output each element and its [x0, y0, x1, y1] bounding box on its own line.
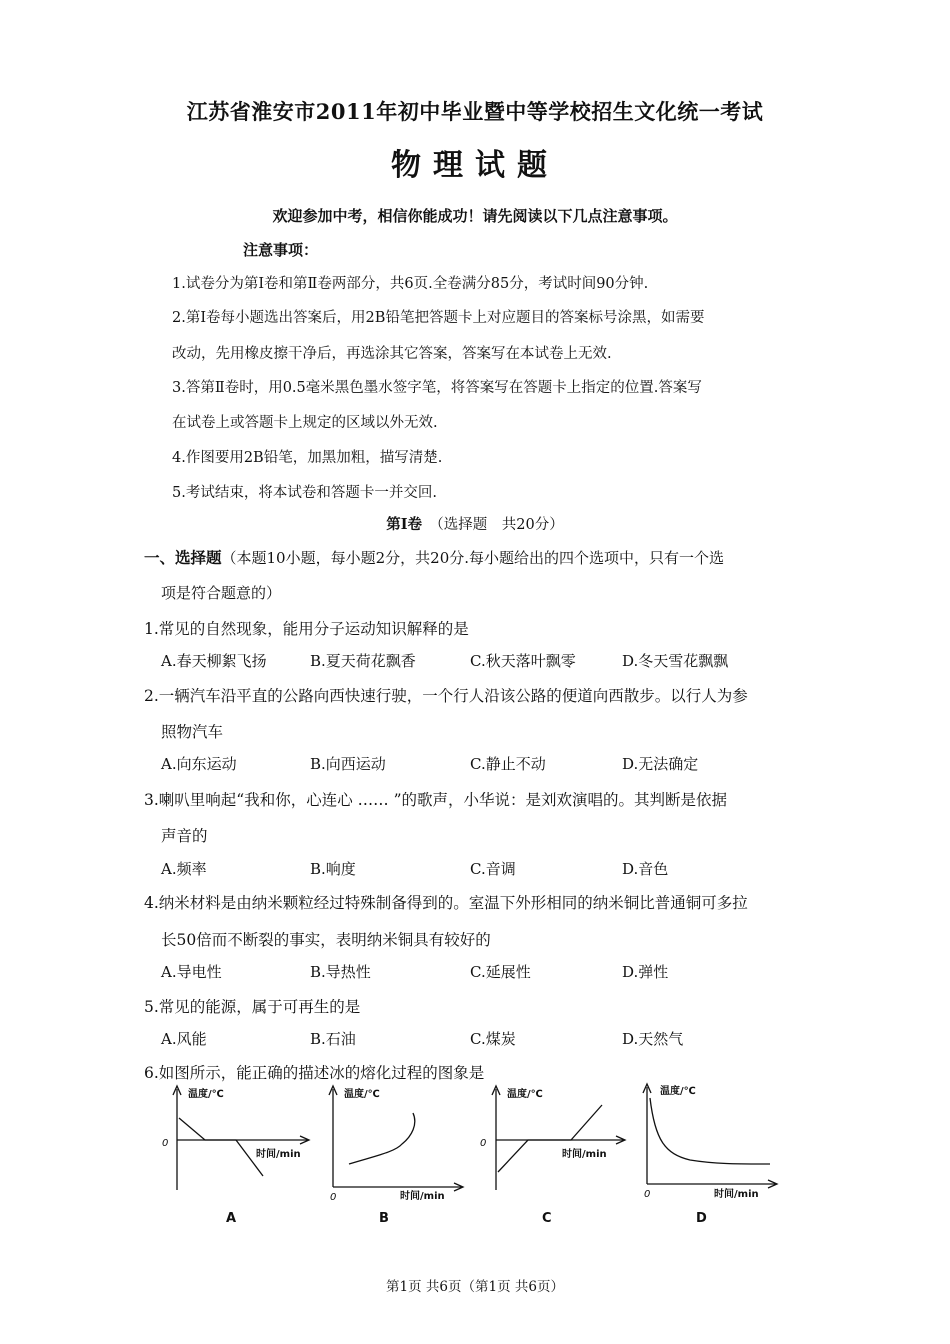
option-d: D.弹性 — [622, 963, 669, 981]
part-heading — [144, 546, 724, 568]
graph-b-x-label: 时间/min — [400, 1191, 445, 1202]
option-a: A.春天柳絮飞扬 — [161, 652, 267, 670]
question-stem-cont: 照物汽车 — [161, 723, 224, 741]
graph-c-y-label: 温度/℃ — [507, 1089, 543, 1100]
section-title-rest: （选择题 共20分） — [436, 517, 564, 533]
question-stem: 1.常见的自然现象，能用分子运动知识解释的是 — [144, 620, 469, 638]
graph-a-origin: 0 — [162, 1138, 169, 1149]
graph-a-y-label: 温度/℃ — [188, 1089, 224, 1100]
option-a: A.频率 — [161, 860, 207, 878]
part-desc: （本题10小题，每小题2分，共20分.每小题给出的四个选项中，只有一个选 — [221, 549, 725, 567]
graph-c-origin: 0 — [480, 1138, 487, 1149]
notice-item: 4.作图要用2B铅笔，加黑加粗，描写清楚. — [172, 450, 443, 466]
option-a: A.风能 — [161, 1030, 207, 1048]
part-desc-line2: 项是符合题意的） — [161, 584, 282, 602]
question-stem: 4.纳米材料是由纳米颗粒经过特殊制备得到的。室温下外形相同的纳米铜比普通铜可多拉 — [144, 894, 748, 912]
graph-c-curve — [498, 1105, 602, 1172]
question-stem: 5.常见的能源，属于可再生的是 — [144, 998, 361, 1016]
graph-d-label: D — [696, 1211, 707, 1226]
option-c: C.秋天落叶飘零 — [470, 652, 576, 670]
graph-d-x-label: 时间/min — [714, 1189, 759, 1200]
notice-item: 在试卷上或答题卡上规定的区域以外无效. — [172, 415, 438, 431]
graph-c — [480, 1086, 625, 1226]
graph-b-origin: 0 — [330, 1192, 337, 1203]
graph-b — [329, 1086, 463, 1226]
option-c: C.音调 — [470, 860, 516, 878]
option-c: C.煤炭 — [470, 1030, 516, 1048]
option-d: D.无法确定 — [622, 755, 699, 773]
graph-d-curve — [650, 1098, 770, 1164]
option-a: A.向东运动 — [161, 755, 237, 773]
question-stem-cont: 声音的 — [161, 827, 208, 845]
option-d: D.冬天雪花飘飘 — [622, 652, 729, 670]
question-stem: 3.喇叭里响起“我和你，心连心 …… ”的歌声，小华说：是刘欢演唱的。其判断是依据 — [144, 791, 727, 809]
option-c: C.静止不动 — [470, 755, 546, 773]
option-b: B.夏天荷花飘香 — [310, 652, 416, 670]
option-b: B.石油 — [310, 1030, 356, 1048]
graph-d-origin: 0 — [644, 1189, 651, 1200]
graph-d — [643, 1084, 777, 1226]
graph-c-x-label: 时间/min — [562, 1149, 607, 1160]
option-d: D.音色 — [622, 860, 669, 878]
subject-title: 物理试题 — [391, 148, 559, 183]
option-b: B.响度 — [310, 860, 356, 878]
graph-d-y-label: 温度/℃ — [660, 1086, 696, 1097]
notice-item: 2.第Ⅰ卷每小题选出答案后，用2B铅笔把答题卡上对应题目的答案标号涂黑，如需要 — [172, 310, 705, 326]
welcome-text: 欢迎参加中考，相信你能成功！请先阅读以下几点注意事项。 — [272, 207, 678, 225]
graph-b-curve — [349, 1113, 415, 1164]
option-b: B.向西运动 — [310, 755, 386, 773]
question-stem-cont: 长50倍而不断裂的事实，表明纳米铜具有较好的 — [161, 931, 491, 949]
notice-item: 改动，先用橡皮擦干净后，再选涂其它答案，答案写在本试卷上无效. — [172, 346, 612, 362]
question-stem: 6.如图所示，能正确的描述冰的熔化过程的图象是 — [144, 1064, 485, 1082]
section-title-bold: 第Ⅰ卷 — [386, 516, 423, 533]
section-title — [0, 513, 950, 534]
notice-item: 5.考试结束，将本试卷和答题卡一并交回. — [172, 485, 437, 501]
option-d: D.天然气 — [622, 1030, 684, 1048]
question-stem: 2.一辆汽车沿平直的公路向西快速行驶，一个行人沿该公路的便道向西散步。以行人为参 — [144, 687, 748, 705]
graph-a-curve — [179, 1118, 263, 1176]
notice-heading: 注意事项： — [243, 241, 319, 259]
notice-item: 1.试卷分为第Ⅰ卷和第Ⅱ卷两部分，共6页.全卷满分85分，考试时间90分钟. — [172, 276, 649, 292]
graph-a-x-label: 时间/min — [256, 1149, 301, 1160]
page-footer: 第1页 共6页（第1页 共6页） — [386, 1279, 564, 1295]
graph-a — [162, 1086, 309, 1226]
option-b: B.导热性 — [310, 963, 371, 981]
melting-graphs-figure — [150, 1080, 810, 1230]
graph-b-y-label: 温度/℃ — [344, 1089, 380, 1100]
notice-item: 3.答第Ⅱ卷时，用0.5毫米黑色墨水签字笔，将答案写在答题卡上指定的位置.答案写 — [172, 380, 702, 396]
option-a: A.导电性 — [161, 963, 222, 981]
graph-c-label: C — [542, 1211, 552, 1226]
option-c: C.延展性 — [470, 963, 531, 981]
part-label: 一、选择题 — [144, 548, 222, 567]
exam-title: 江苏省淮安市2011年初中毕业暨中等学校招生文化统一考试 — [186, 99, 764, 124]
graph-a-label: A — [226, 1211, 237, 1226]
graph-b-label: B — [379, 1211, 389, 1226]
